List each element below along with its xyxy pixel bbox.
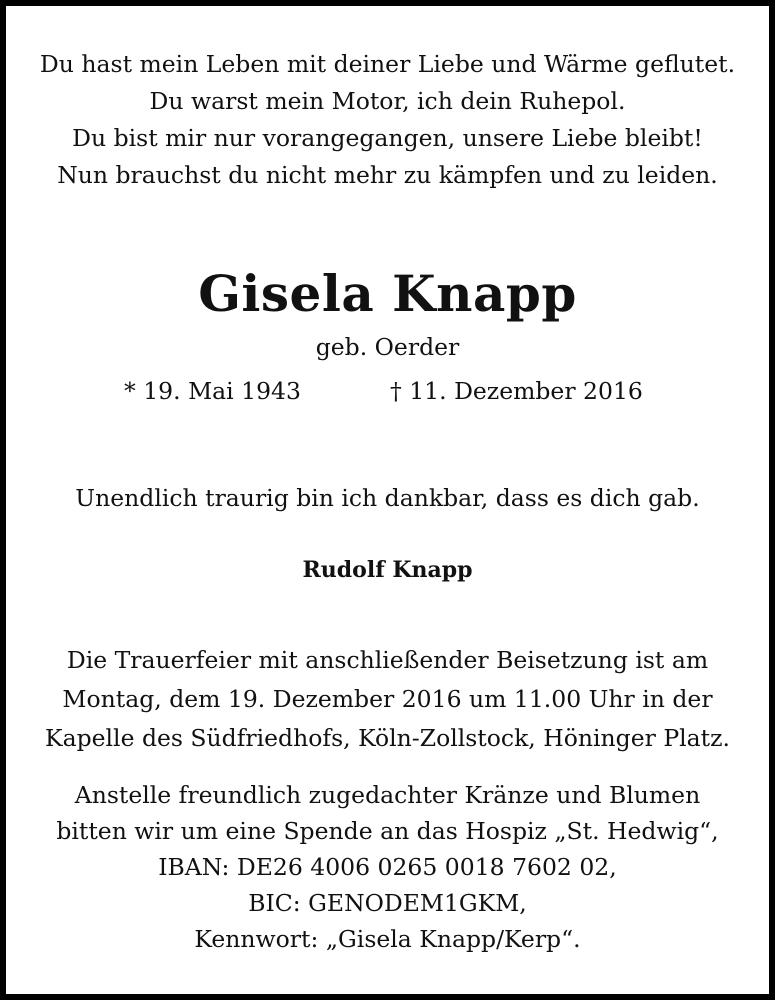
signer-name: Rudolf Knapp — [302, 557, 473, 583]
poem-line: Du hast mein Leben mit deiner Liebe und Wärme geflutet. — [39, 50, 736, 78]
donation-request — [6, 777, 769, 957]
ceremony-line: Die Trauerfeier mit anschließender Beisetzung ist am — [66, 646, 709, 674]
poem-line: Nun brauchst du nicht mehr zu kämpfen und zu leiden. — [57, 161, 718, 189]
birth-date: * 19. Mai 1943 — [124, 377, 301, 405]
poem-verse — [6, 46, 769, 194]
poem-line: Du warst mein Motor, ich dein Ruhepol. — [149, 87, 626, 115]
donation-line: IBAN: DE26 4006 0265 0018 7602 02, — [158, 853, 617, 881]
death-date: † 11. Dezember 2016 — [390, 377, 643, 405]
donation-line: bitten wir um eine Spende an das Hospiz „St. Hedwig“, — [56, 817, 719, 845]
ceremony-details — [6, 641, 769, 758]
donation-line: BIC: GENODEM1GKM, — [248, 889, 527, 917]
thanks-statement: Unendlich traurig bin ich dankbar, dass es dich gab. — [75, 484, 700, 512]
donation-line: Kennwort: „Gisela Knapp/Kerp“. — [194, 925, 581, 953]
ceremony-line: Kapelle des Südfriedhofs, Köln-Zollstock, Höninger Platz. — [45, 724, 730, 752]
donation-line: Anstelle freundlich zugedachter Kränze und Blumen — [74, 781, 701, 809]
poem-line: Du bist mir nur vorangegangen, unsere Liebe bleibt! — [72, 124, 703, 152]
ceremony-line: Montag, dem 19. Dezember 2016 um 11.00 Uhr in der — [62, 685, 713, 713]
deceased-name: Gisela Knapp — [198, 264, 577, 323]
maiden-name: geb. Oerder — [315, 333, 460, 361]
